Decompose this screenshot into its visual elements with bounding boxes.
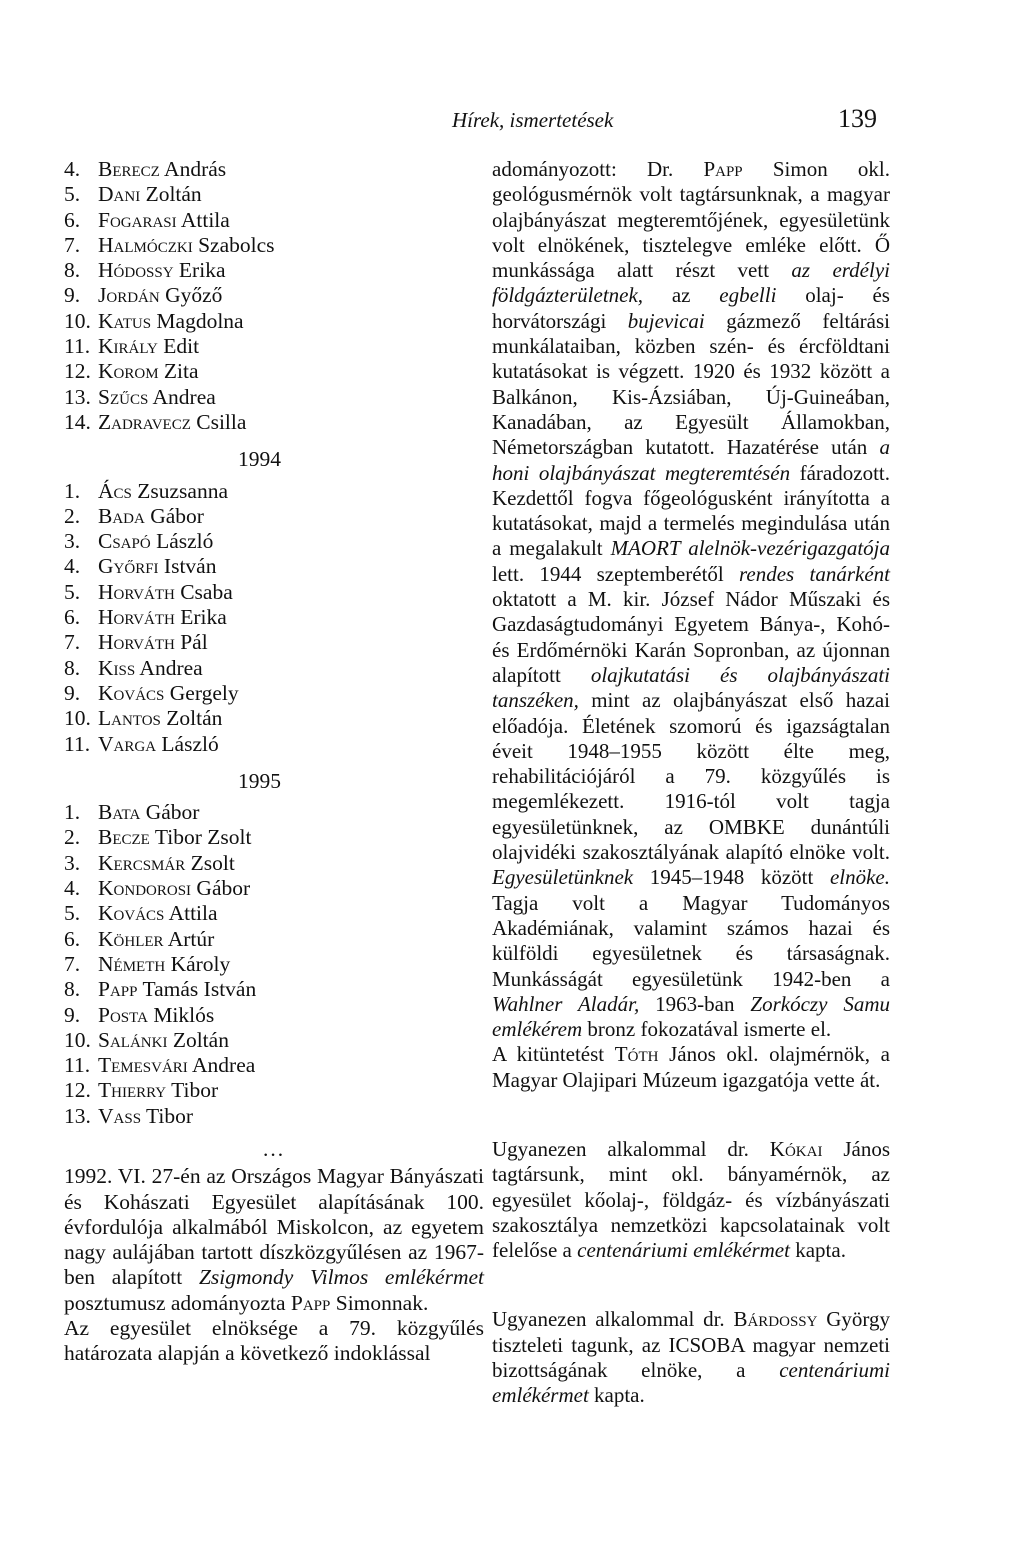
list-item-given-name: Pál	[180, 630, 208, 655]
list-item-given-name: Zoltán	[166, 706, 223, 731]
list-item	[64, 258, 484, 283]
list-item-surname: Horváth	[98, 605, 175, 630]
list-item	[64, 554, 484, 579]
list-item	[64, 385, 484, 410]
board-paragraph: Az egyesület elnöksége a 79. közgyűlés határozata alapján a következő indoklással	[64, 1316, 484, 1366]
list-item	[64, 732, 484, 757]
list-item-surname: Bata	[98, 800, 141, 825]
list-item-given-name: Szabolcs	[198, 232, 275, 257]
list-item-given-name: Magdolna	[156, 308, 244, 333]
handover-paragraph: A kitüntetést Tóth János okl. olajmérnök, a Magyar Olajipari Múzeum igazgatója vette át.	[492, 1042, 890, 1092]
page-header	[0, 104, 1024, 144]
list-item-given-name: Gábor	[145, 800, 200, 825]
list-item-surname: Németh	[98, 951, 166, 976]
list-item	[64, 359, 484, 384]
list-item	[64, 283, 484, 308]
list-item-number: 4.	[64, 876, 81, 901]
list-item	[64, 157, 484, 182]
list-item	[64, 630, 484, 655]
list-item-number: 14.	[64, 409, 91, 434]
list-item-number: 5.	[64, 901, 81, 926]
year-heading-1994: 1994	[238, 447, 281, 472]
list-item-number: 10.	[64, 706, 91, 731]
list-item-given-name: Edit	[163, 334, 200, 359]
list-item-number: 2.	[64, 503, 81, 528]
list-item	[64, 334, 484, 359]
list-item-surname: Győrfi	[98, 554, 159, 579]
list-item	[64, 952, 484, 977]
list-item-given-name: Károly	[170, 951, 231, 976]
list-item-number: 5.	[64, 182, 81, 207]
list-item-given-name: Zoltán	[145, 182, 202, 207]
list-item-number: 4.	[64, 157, 81, 181]
running-title: Hírek, ismertetések	[452, 108, 614, 132]
list-item-surname: Posta	[98, 1002, 148, 1027]
list-item-number: 3.	[64, 850, 81, 875]
list-item-number: 12.	[64, 359, 91, 384]
list-item-given-name: András	[164, 157, 227, 181]
list-item-number: 8.	[64, 655, 81, 680]
award-paragraph: 1992. VI. 27-én az Országos Magyar Bányászati és Kohászati Egyesület alapításának 100. évfordulója alkalmából Miskolcon, az egyetem nagy aulájában tartott díszközgyűlésen az 1967-ben alapított Zsigmondy Vilmos emlékérmet posztumusz adományozta Papp Simonnak.	[64, 1164, 485, 1315]
list-item-surname: Zadravecz	[98, 409, 191, 434]
list-item-surname: Halmóczki	[98, 232, 193, 257]
list-item-surname: Becze	[98, 825, 150, 850]
list-item-surname: Vass	[98, 1103, 142, 1128]
name-list-1993-continued	[64, 157, 484, 435]
list-item-given-name: Artúr	[167, 926, 215, 951]
list-item-surname: Temesvári	[98, 1053, 188, 1078]
list-item	[64, 876, 484, 901]
list-item	[64, 1003, 484, 1028]
list-item-number: 12.	[64, 1078, 91, 1103]
list-item-surname: Jordán	[98, 283, 160, 308]
list-item-number: 5.	[64, 579, 81, 604]
list-item-given-name: Tibor Zsolt	[154, 825, 252, 850]
list-item	[64, 901, 484, 926]
list-item-number: 6.	[64, 926, 81, 951]
list-item	[64, 851, 484, 876]
list-item-surname: Katus	[98, 308, 152, 333]
list-item-number: 1.	[64, 800, 81, 825]
list-item	[64, 504, 484, 529]
list-item-surname: Csapó	[98, 529, 151, 554]
list-item-number: 9.	[64, 680, 81, 705]
list-item-given-name: László	[161, 731, 219, 756]
citation-paragraph: adományozott: Dr. Papp Simon okl. geológusmérnök volt tagtársunknak, a magyar olajbányászat megteremtőjének, egyesületünk volt elnökének, tisztelegve emléke előtt. Ő munkássága alatt részt vett az erdélyi földgázterületnek, az egbelli olaj- és horvátországi bujevicai gázmező feltárási munkálataiban, közben szén- és ércföldtani kutatásokat is végzett. 1920 és 1932 között a Balkánon, Kis-Ázsiában, Új-Guineában, Kanadában, az Egyesült Államokban, Németországban kutatott. Hazatérése után a honi olajbányászat megteremtésén fáradozott. Kezdettől fogva főgeológusként irányította a kutatásokat, majd a termelés megindulása után a megalakult MAORT alelnök-vezérigazgatója lett. 1944 szeptemberétől rendes tanárként oktatott a M. kir. József Nádor Műszaki és Gazdaságtudományi Egyetem Bánya-, Kohó- és Erdőmérnöki Karán Sopronban, az újonnan alapított olajkutatási és olajbányászati tanszéken, mint az olajbányászat első hazai előadója. Életének szomorú és igazságtalan éveit 1948–1955 között élte meg, rehabilitációjáról a 79. közgyűlés is megemlékezett. 1916-tól volt tagja egyesületünknek, az OMBKE dunántúli olajvidéki szakosztályának alapító elnöke volt. Egyesületünknek 1945–1948 között elnöke. Tagja volt a Magyar Tudományos Akadémiának, valamint számos hazai és külföldi egyesületnek és társaságnak. Munkásságát egyesületünk 1942-ben a Wahlner Aladár, 1963-ban Zorkóczy Samu emlékérem bronz fokozatával ismerte el.	[492, 157, 890, 1042]
list-item	[64, 1028, 484, 1053]
list-item-given-name: Tibor	[171, 1078, 219, 1103]
kokai-paragraph: Ugyanezen alkalommal dr. Kókai János tagtársunk, mint okl. bányamérnök, az egyesület kőolaj-, földgáz- és vízbányászati szakosztálya nemzetközi kapcsolatainak volt felelőse a centenáriumi emlékérmet kapta.	[492, 1136, 890, 1263]
list-item-given-name: Attila	[168, 901, 218, 926]
list-item-number: 6.	[64, 207, 81, 232]
list-item-surname: Thierry	[98, 1078, 167, 1103]
list-item-given-name: Erika	[178, 258, 226, 283]
list-item-number: 13.	[64, 1103, 91, 1128]
list-item-given-name: Zita	[163, 359, 199, 384]
list-item	[64, 1078, 484, 1103]
list-item	[64, 927, 484, 952]
section-separator: ...	[262, 1136, 286, 1161]
list-item-number: 13.	[64, 384, 91, 409]
list-item-given-name: Andrea	[139, 655, 203, 680]
name-list-1994	[64, 479, 484, 757]
list-item-number: 4.	[64, 554, 81, 579]
list-item	[64, 479, 484, 504]
list-item-number: 7.	[64, 951, 81, 976]
list-item-number: 9.	[64, 283, 81, 308]
list-item-given-name: Csilla	[196, 409, 247, 434]
list-item-number: 2.	[64, 825, 81, 850]
list-item-given-name: Gergely	[169, 680, 239, 705]
list-item	[64, 208, 484, 233]
list-item-surname: Köhler	[98, 926, 164, 951]
list-item-surname: Lantos	[98, 706, 161, 731]
list-item	[64, 800, 484, 825]
bardossy-paragraph: Ugyanezen alkalommal dr. Bárdossy György tiszteleti tagunk, az ICSOBA magyar nemzeti bizottságának elnöke, a centenáriumi emlékérmet kapta.	[492, 1307, 891, 1408]
list-item-given-name: István	[163, 554, 217, 579]
list-item-surname: Kercsmár	[98, 850, 186, 875]
list-item-surname: Salánki	[98, 1027, 168, 1052]
list-item	[64, 580, 484, 605]
list-item-given-name: Gábor	[196, 876, 251, 901]
list-item	[64, 529, 484, 554]
list-item	[64, 182, 484, 207]
list-item-number: 8.	[64, 258, 81, 283]
list-item-surname: Kondorosi	[98, 876, 192, 901]
list-item-number: 1.	[64, 478, 81, 503]
list-item-given-name: Zsuzsanna	[137, 478, 228, 503]
list-item-number: 11.	[64, 731, 91, 756]
list-item-given-name: Andrea	[152, 384, 216, 409]
list-item	[64, 977, 484, 1002]
list-item-surname: Kovács	[98, 901, 165, 926]
list-item-given-name: Attila	[180, 207, 230, 232]
list-item-number: 9.	[64, 1002, 81, 1027]
list-item	[64, 1104, 484, 1129]
list-item-given-name: Tibor	[146, 1103, 194, 1128]
list-item-surname: Király	[98, 334, 158, 359]
list-item	[64, 605, 484, 630]
list-item-surname: Bada	[98, 503, 145, 528]
list-item-given-name: Gábor	[150, 503, 204, 528]
list-item	[64, 410, 484, 435]
list-item-number: 8.	[64, 977, 81, 1002]
list-item	[64, 1053, 484, 1078]
list-item-number: 7.	[64, 232, 81, 257]
list-item-surname: Hódossy	[98, 258, 174, 283]
list-item-given-name: Zsolt	[190, 850, 235, 875]
list-item-given-name: László	[156, 529, 214, 554]
list-item-number: 10.	[64, 308, 91, 333]
list-item-number: 7.	[64, 630, 81, 655]
list-item-number: 6.	[64, 605, 81, 630]
name-list-1995	[64, 800, 484, 1129]
right-column	[492, 157, 890, 1409]
list-item-given-name: Zoltán	[172, 1027, 229, 1052]
list-item-surname: Dani	[98, 182, 141, 207]
list-item-surname: Horváth	[98, 630, 175, 655]
list-item-number: 3.	[64, 529, 81, 554]
list-item-surname: Horváth	[98, 579, 175, 604]
list-item-number: 10.	[64, 1027, 91, 1052]
page-number: 139	[838, 104, 877, 133]
list-item	[64, 825, 484, 850]
left-column	[64, 157, 484, 1367]
list-item-given-name: Andrea	[192, 1053, 256, 1078]
list-item	[64, 309, 484, 334]
list-item	[64, 233, 484, 258]
list-item-given-name: Tamás István	[142, 977, 257, 1002]
list-item-given-name: Erika	[180, 605, 227, 630]
list-item-surname: Kiss	[98, 655, 136, 680]
list-item-number: 11.	[64, 1053, 91, 1078]
list-item-surname: Varga	[98, 731, 157, 756]
list-item	[64, 656, 484, 681]
list-item-surname: Berecz	[98, 157, 160, 181]
list-item-surname: Papp	[98, 977, 138, 1002]
list-item-given-name: Miklós	[153, 1002, 215, 1027]
list-item-surname: Szűcs	[98, 384, 149, 409]
list-item-given-name: Csaba	[180, 579, 233, 604]
list-item-surname: Ács	[98, 478, 132, 503]
list-item	[64, 681, 484, 706]
list-item-surname: Kovács	[98, 680, 165, 705]
list-item	[64, 706, 484, 731]
list-item-surname: Korom	[98, 359, 159, 384]
list-item-number: 11.	[64, 334, 91, 359]
year-heading-1995: 1995	[238, 768, 281, 793]
list-item-given-name: Győző	[165, 283, 223, 308]
list-item-surname: Fogarasi	[98, 207, 177, 232]
